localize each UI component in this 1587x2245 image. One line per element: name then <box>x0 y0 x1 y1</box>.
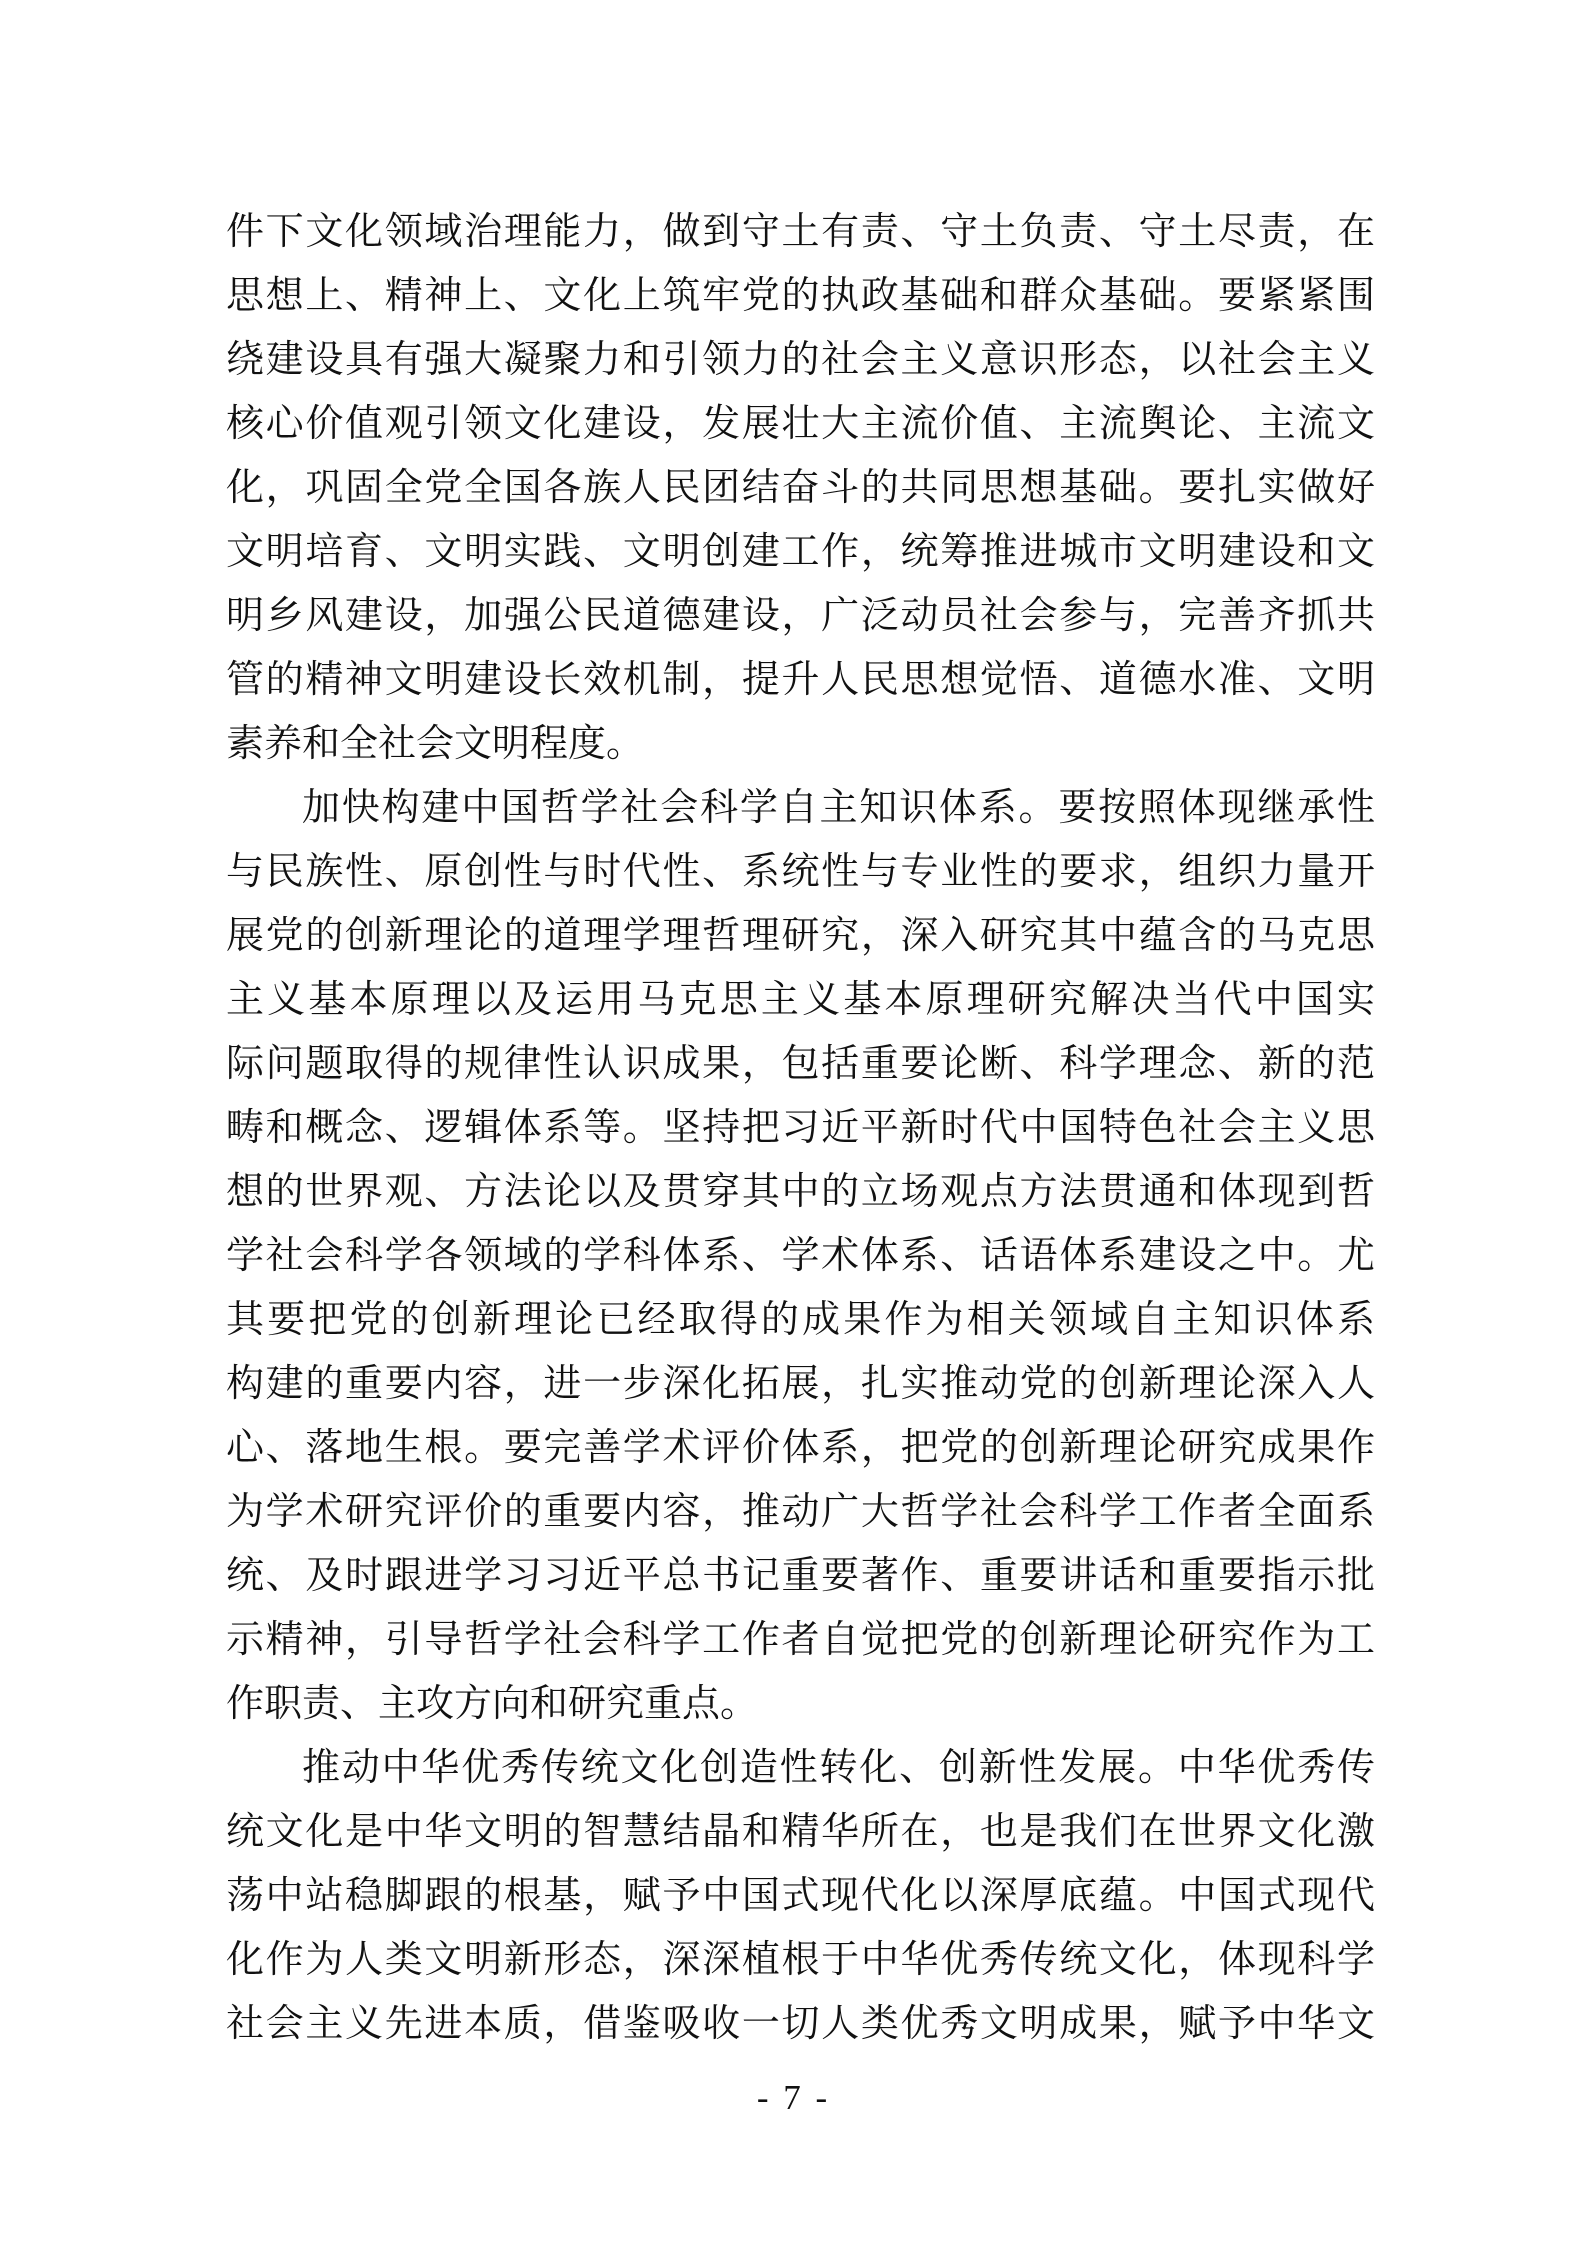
text-line: 主义基本原理以及运用马克思主义基本原理研究解决当代中国实 <box>226 979 1375 1021</box>
paragraph-2 <box>226 776 1375 1736</box>
text-line: 际问题取得的规律性认识成果，包括重要论断、科学理念、新的范 <box>226 1043 1375 1085</box>
text-line: 心、落地生根。要完善学术评价体系，把党的创新理论研究成果作 <box>226 1427 1375 1469</box>
document-body <box>226 200 1375 2056</box>
text-line: 想的世界观、方法论以及贯穿其中的立场观点方法贯通和体现到哲 <box>226 1171 1375 1213</box>
text-line: 学社会科学各领域的学科体系、学术体系、话语体系建设之中。尤 <box>226 1235 1375 1277</box>
text-line: 化作为人类文明新形态，深深植根于中华优秀传统文化，体现科学 <box>226 1939 1375 1981</box>
text-line: 明乡风建设，加强公民道德建设，广泛动员社会参与，完善齐抓共 <box>226 595 1375 637</box>
paragraph-1 <box>226 200 1375 776</box>
text-line: 素养和全社会文明程度。 <box>226 723 645 765</box>
text-line: 与民族性、原创性与时代性、系统性与专业性的要求，组织力量开 <box>226 851 1375 893</box>
text-line: 展党的创新理论的道理学理哲理研究，深入研究其中蕴含的马克思 <box>226 915 1375 957</box>
text-line: 管的精神文明建设长效机制，提升人民思想觉悟、道德水准、文明 <box>226 659 1375 701</box>
text-line: 社会主义先进本质，借鉴吸收一切人类优秀文明成果，赋予中华文 <box>226 2003 1375 2045</box>
text-line: 作职责、主攻方向和研究重点。 <box>226 1683 759 1725</box>
text-line: 示精神，引导哲学社会科学工作者自觉把党的创新理论研究作为工 <box>226 1619 1375 1661</box>
text-line: 推动中华优秀传统文化创造性转化、创新性发展。中华优秀传 <box>302 1747 1375 1789</box>
text-line: 文明培育、文明实践、文明创建工作，统筹推进城市文明建设和文 <box>226 531 1375 573</box>
text-line: 荡中站稳脚跟的根基，赋予中国式现代化以深厚底蕴。中国式现代 <box>226 1875 1375 1917</box>
text-line: 绕建设具有强大凝聚力和引领力的社会主义意识形态，以社会主义 <box>226 339 1375 381</box>
text-line: 加快构建中国哲学社会科学自主知识体系。要按照体现继承性 <box>302 787 1375 829</box>
text-line: 统、及时跟进学习习近平总书记重要著作、重要讲话和重要指示批 <box>226 1555 1375 1597</box>
text-line: 件下文化领域治理能力，做到守土有责、守土负责、守土尽责，在 <box>226 211 1375 253</box>
text-line: 化，巩固全党全国各族人民团结奋斗的共同思想基础。要扎实做好 <box>226 467 1375 509</box>
text-line: 其要把党的创新理论已经取得的成果作为相关领域自主知识体系 <box>226 1299 1375 1341</box>
text-line: 畴和概念、逻辑体系等。坚持把习近平新时代中国特色社会主义思 <box>226 1107 1375 1149</box>
text-line: 构建的重要内容，进一步深化拓展，扎实推动党的创新理论深入人 <box>226 1363 1375 1405</box>
page-number: - 7 - <box>756 2078 831 2117</box>
text-line: 为学术研究评价的重要内容，推动广大哲学社会科学工作者全面系 <box>226 1491 1375 1533</box>
paragraph-3 <box>226 1736 1375 2056</box>
text-line: 思想上、精神上、文化上筑牢党的执政基础和群众基础。要紧紧围 <box>226 275 1375 317</box>
text-line: 统文化是中华文明的智慧结晶和精华所在，也是我们在世界文化激 <box>226 1811 1375 1853</box>
text-line: 核心价值观引领文化建设，发展壮大主流价值、主流舆论、主流文 <box>226 403 1375 445</box>
